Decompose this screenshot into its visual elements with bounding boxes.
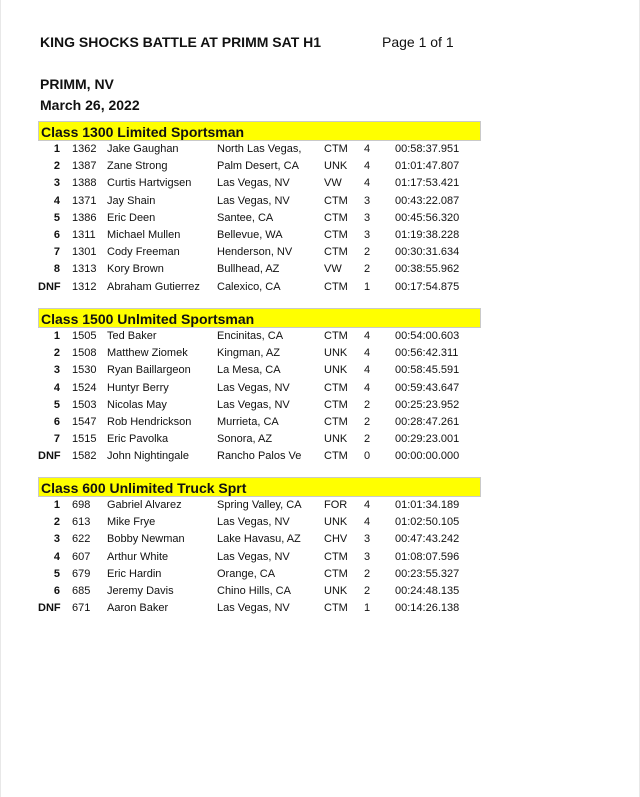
table-row xyxy=(38,514,481,531)
table-row xyxy=(38,600,481,617)
vehicle-make: CTM xyxy=(324,602,348,615)
laps-completed: 4 xyxy=(364,516,371,529)
racer-number: 1515 xyxy=(72,433,97,446)
vehicle-make: CTM xyxy=(324,211,348,224)
elapsed-time: 00:00:00.000 xyxy=(395,450,460,463)
racer-hometown: Kingman, AZ xyxy=(217,347,280,360)
racer-number: 1524 xyxy=(72,381,97,394)
racer-name: Jay Shain xyxy=(107,194,156,207)
vehicle-make: CTM xyxy=(324,194,348,207)
racer-hometown: Las Vegas, NV xyxy=(217,381,290,394)
elapsed-time: 00:24:48.135 xyxy=(395,584,460,597)
table-row xyxy=(38,414,481,431)
elapsed-time: 00:28:47.261 xyxy=(395,415,460,428)
table-row xyxy=(38,193,481,210)
elapsed-time: 01:17:53.421 xyxy=(395,177,460,190)
racer-number: 1386 xyxy=(72,211,97,224)
racer-name: Kory Brown xyxy=(107,263,164,276)
laps-completed: 2 xyxy=(364,398,371,411)
racer-number: 1311 xyxy=(72,228,96,241)
result-position: 7 xyxy=(53,246,60,259)
laps-completed: 0 xyxy=(364,450,371,463)
racer-name: Jake Gaughan xyxy=(107,143,179,155)
result-position: 3 xyxy=(53,177,60,190)
result-position: 5 xyxy=(53,567,60,580)
racer-name: Mike Frye xyxy=(107,516,156,529)
results-list xyxy=(38,141,481,296)
table-row xyxy=(38,210,481,227)
table-row xyxy=(38,549,481,566)
class-section-600 xyxy=(38,477,481,617)
vehicle-make: CTM xyxy=(324,246,348,259)
laps-completed: 1 xyxy=(364,280,371,293)
result-position: 2 xyxy=(53,516,60,529)
elapsed-time: 00:58:37.951 xyxy=(395,143,460,155)
racer-number: 1547 xyxy=(72,415,97,428)
racer-name: Abraham Gutierrez xyxy=(107,280,200,293)
racer-number: 1530 xyxy=(72,364,97,377)
vehicle-make: VW xyxy=(324,177,342,190)
vehicle-make: CTM xyxy=(324,280,348,293)
table-row xyxy=(38,531,481,548)
racer-hometown: Bullhead, AZ xyxy=(217,263,280,276)
table-row xyxy=(38,566,481,583)
racer-number: 1312 xyxy=(72,280,97,293)
elapsed-time: 01:08:07.596 xyxy=(395,550,460,563)
racer-name: Rob Hendrickson xyxy=(107,415,192,428)
racer-number: 1301 xyxy=(72,246,97,259)
elapsed-time: 00:29:23.001 xyxy=(395,433,460,446)
table-row xyxy=(38,431,481,448)
vehicle-make: UNK xyxy=(324,160,348,173)
vehicle-make: CTM xyxy=(324,381,348,394)
class-header: Class 1300 Limited Sportsman xyxy=(38,121,481,141)
racer-hometown: Las Vegas, NV xyxy=(217,516,290,529)
racer-number: 679 xyxy=(72,567,91,580)
racer-hometown: Spring Valley, CA xyxy=(217,499,302,511)
vehicle-make: CTM xyxy=(324,228,348,241)
laps-completed: 4 xyxy=(364,143,371,155)
class-header: Class 600 Unlimited Truck Sprt xyxy=(38,477,481,497)
racer-number: 1388 xyxy=(72,177,97,190)
laps-completed: 2 xyxy=(364,567,371,580)
table-row xyxy=(38,141,481,158)
laps-completed: 4 xyxy=(364,364,371,377)
table-row xyxy=(38,497,481,514)
racer-hometown: Las Vegas, NV xyxy=(217,177,290,190)
result-position: 5 xyxy=(53,398,60,411)
vehicle-make: CTM xyxy=(324,143,348,155)
vehicle-make: UNK xyxy=(324,516,348,529)
result-position: 1 xyxy=(53,143,60,155)
racer-hometown: Las Vegas, NV xyxy=(217,194,290,207)
racer-number: 1371 xyxy=(72,194,97,207)
racer-hometown: Palm Desert, CA xyxy=(217,160,299,173)
racer-number: 607 xyxy=(72,550,91,563)
result-position: 1 xyxy=(53,499,60,511)
racer-name: Eric Deen xyxy=(107,211,156,224)
racer-hometown: Las Vegas, NV xyxy=(217,602,290,615)
laps-completed: 4 xyxy=(364,381,371,394)
elapsed-time: 01:01:34.189 xyxy=(395,499,460,511)
racer-name: Ryan Baillargeon xyxy=(107,364,191,377)
racer-name: Zane Strong xyxy=(107,160,168,173)
racer-hometown: Sonora, AZ xyxy=(217,433,273,446)
event-date: March 26, 2022 xyxy=(40,97,140,113)
results-list xyxy=(38,497,481,617)
result-position: 3 xyxy=(53,364,60,377)
elapsed-time: 00:38:55.962 xyxy=(395,263,460,276)
racer-hometown: Chino Hills, CA xyxy=(217,584,291,597)
vehicle-make: CTM xyxy=(324,398,348,411)
results-list xyxy=(38,328,481,466)
racer-name: Curtis Hartvigsen xyxy=(107,177,192,190)
table-row xyxy=(38,583,481,600)
racer-hometown: Bellevue, WA xyxy=(217,228,283,241)
result-position: 6 xyxy=(53,228,60,241)
racer-hometown: Calexico, CA xyxy=(217,280,281,293)
table-row xyxy=(38,448,481,465)
elapsed-time: 00:59:43.647 xyxy=(395,381,460,394)
elapsed-time: 00:54:00.603 xyxy=(395,330,460,342)
racer-number: 1362 xyxy=(72,143,97,155)
racer-name: Aaron Baker xyxy=(107,602,169,615)
laps-completed: 2 xyxy=(364,433,371,446)
laps-completed: 1 xyxy=(364,602,371,615)
racer-name: Michael Mullen xyxy=(107,228,181,241)
racer-hometown: Santee, CA xyxy=(217,211,274,224)
result-position: 6 xyxy=(53,584,60,597)
table-row xyxy=(38,158,481,175)
racer-name: Huntyr Berry xyxy=(107,381,169,394)
racer-hometown: Encinitas, CA xyxy=(217,330,284,342)
racer-hometown: Murrieta, CA xyxy=(217,415,279,428)
vehicle-make: CTM xyxy=(324,450,348,463)
racer-hometown: Henderson, NV xyxy=(217,246,293,259)
table-row xyxy=(38,279,481,296)
result-position: 4 xyxy=(53,194,60,207)
page-number: Page 1 of 1 xyxy=(382,34,454,50)
event-title: KING SHOCKS BATTLE AT PRIMM SAT H1 xyxy=(40,34,322,50)
racer-hometown: Rancho Palos Ve xyxy=(217,450,302,463)
result-position: 1 xyxy=(53,330,60,342)
laps-completed: 4 xyxy=(364,160,371,173)
table-row xyxy=(38,261,481,278)
racer-name: Nicolas May xyxy=(107,398,167,411)
racer-name: Arthur White xyxy=(107,550,169,563)
result-position: 3 xyxy=(53,533,60,546)
laps-completed: 2 xyxy=(364,415,371,428)
racer-hometown: Las Vegas, NV xyxy=(217,398,290,411)
vehicle-make: CTM xyxy=(324,330,348,342)
result-position: 5 xyxy=(53,211,60,224)
racer-name: Cody Freeman xyxy=(107,246,180,259)
racer-number: 1508 xyxy=(72,347,97,360)
racer-number: 1387 xyxy=(72,160,97,173)
table-row xyxy=(38,175,481,192)
result-position: 7 xyxy=(53,433,60,446)
laps-completed: 4 xyxy=(364,499,371,511)
result-position: 2 xyxy=(53,160,60,173)
elapsed-time: 00:45:56.320 xyxy=(395,211,460,224)
elapsed-time: 01:02:50.105 xyxy=(395,516,460,529)
laps-completed: 3 xyxy=(364,194,371,207)
racer-number: 1582 xyxy=(72,450,97,463)
table-row xyxy=(38,244,481,261)
racer-number: 698 xyxy=(72,499,91,511)
vehicle-make: UNK xyxy=(324,584,348,597)
class-header: Class 1500 Unlmited Sportsman xyxy=(38,308,481,328)
racer-number: 613 xyxy=(72,516,91,529)
racer-hometown: Orange, CA xyxy=(217,567,276,580)
table-row xyxy=(38,362,481,379)
racer-number: 671 xyxy=(72,602,91,615)
racer-name: Matthew Ziomek xyxy=(107,347,188,360)
racer-name: Jeremy Davis xyxy=(107,584,174,597)
racer-number: 622 xyxy=(72,533,91,546)
racer-name: Bobby Newman xyxy=(107,533,185,546)
laps-completed: 3 xyxy=(364,533,371,546)
elapsed-time: 00:25:23.952 xyxy=(395,398,460,411)
vehicle-make: CTM xyxy=(324,415,348,428)
class-section-1300 xyxy=(38,121,481,296)
elapsed-time: 00:30:31.634 xyxy=(395,246,460,259)
result-position: DNF xyxy=(38,280,61,293)
laps-completed: 3 xyxy=(364,550,371,563)
event-location: PRIMM, NV xyxy=(40,76,114,92)
result-position: 6 xyxy=(53,415,60,428)
racer-number: 1503 xyxy=(72,398,97,411)
vehicle-make: UNK xyxy=(324,364,348,377)
racer-name: Eric Hardin xyxy=(107,567,162,580)
result-position: 8 xyxy=(53,263,60,276)
laps-completed: 2 xyxy=(364,584,371,597)
laps-completed: 2 xyxy=(364,263,371,276)
racer-hometown: Las Vegas, NV xyxy=(217,550,290,563)
laps-completed: 4 xyxy=(364,177,371,190)
laps-completed: 2 xyxy=(364,246,371,259)
vehicle-make: FOR xyxy=(324,499,348,511)
racer-name: John Nightingale xyxy=(107,450,189,463)
racer-name: Ted Baker xyxy=(107,330,157,342)
table-row xyxy=(38,397,481,414)
laps-completed: 3 xyxy=(364,228,371,241)
result-position: DNF xyxy=(38,602,61,615)
result-position: 2 xyxy=(53,347,60,360)
racer-number: 1505 xyxy=(72,330,97,342)
table-row xyxy=(38,328,481,345)
result-position: DNF xyxy=(38,450,61,463)
racer-number: 685 xyxy=(72,584,91,597)
racer-hometown: La Mesa, CA xyxy=(217,364,281,377)
elapsed-time: 01:19:38.228 xyxy=(395,228,460,241)
elapsed-time: 01:01:47.807 xyxy=(395,160,460,173)
vehicle-make: CHV xyxy=(324,533,348,546)
vehicle-make: UNK xyxy=(324,433,348,446)
elapsed-time: 00:58:45.591 xyxy=(395,364,460,377)
racer-name: Gabriel Alvarez xyxy=(107,499,182,511)
vehicle-make: CTM xyxy=(324,567,348,580)
class-section-1500 xyxy=(38,308,481,466)
elapsed-time: 00:14:26.138 xyxy=(395,602,460,615)
elapsed-time: 00:17:54.875 xyxy=(395,280,460,293)
table-row xyxy=(38,380,481,397)
result-position: 4 xyxy=(53,550,60,563)
elapsed-time: 00:56:42.311 xyxy=(395,347,459,360)
laps-completed: 4 xyxy=(364,347,371,360)
table-row xyxy=(38,345,481,362)
table-row xyxy=(38,227,481,244)
laps-completed: 4 xyxy=(364,330,371,342)
laps-completed: 3 xyxy=(364,211,371,224)
elapsed-time: 00:23:55.327 xyxy=(395,567,460,580)
racer-name: Eric Pavolka xyxy=(107,433,169,446)
elapsed-time: 00:47:43.242 xyxy=(395,533,460,546)
racer-hometown: Lake Havasu, AZ xyxy=(217,533,301,546)
vehicle-make: UNK xyxy=(324,347,348,360)
result-position: 4 xyxy=(53,381,60,394)
racer-number: 1313 xyxy=(72,263,97,276)
elapsed-time: 00:43:22.087 xyxy=(395,194,460,207)
racer-hometown: North Las Vegas, xyxy=(217,143,302,155)
vehicle-make: VW xyxy=(324,263,342,276)
vehicle-make: CTM xyxy=(324,550,348,563)
